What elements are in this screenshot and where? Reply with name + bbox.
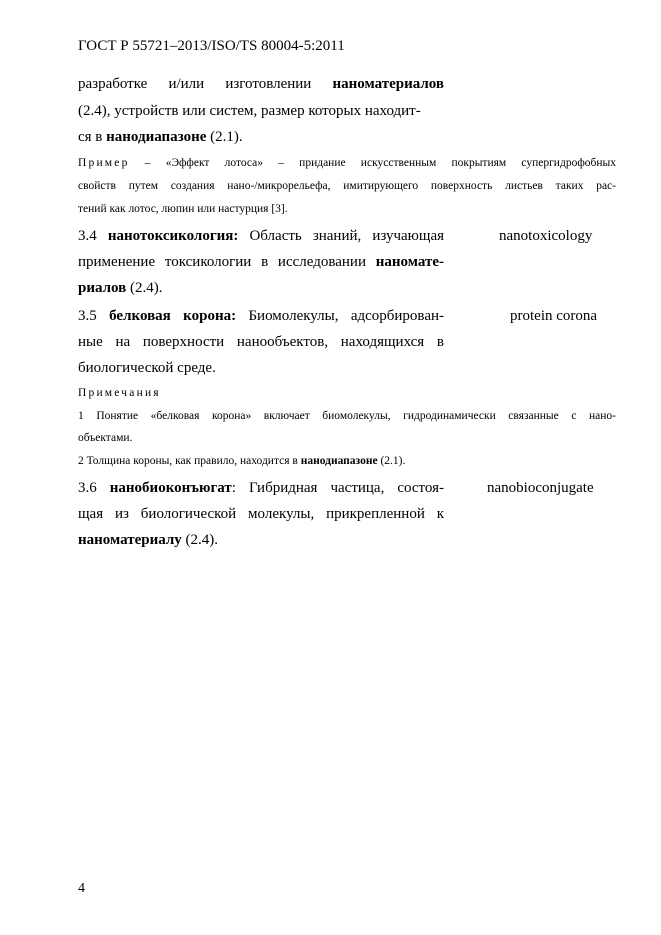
term-3-4-line-3 <box>78 280 163 297</box>
term-3-4-number: 3.4 <box>78 228 108 244</box>
cont-line-3 <box>78 129 243 146</box>
note-2-pre: 2 Толщина короны, как правило, находится в <box>78 455 301 467</box>
term-3-6-line-1 <box>78 480 444 497</box>
note-2-term: нанодиапазоне <box>300 455 378 467</box>
term-3-5-line-2: ные на поверхности нанообъектов, находящихся в <box>78 334 444 350</box>
term-3-4-ref-end: риалов <box>78 280 127 296</box>
cont-term-nanorange: нанодиапазоне <box>106 129 207 145</box>
term-3-6-line-1-text: : Гибридная частица, состоя- <box>231 480 445 496</box>
term-3-4-line-2 <box>78 254 444 271</box>
note-1-line-1: 1 Понятие «белковая корона» включает биомолекулы, гидродинамически связанные с нано- <box>78 410 616 422</box>
term-3-5-line-3: биологической среде. <box>78 360 216 376</box>
term-3-5-english: protein corona <box>510 308 598 324</box>
cont-term-nanomaterials: наноматериалов <box>332 76 444 92</box>
term-3-6-line-3 <box>78 532 218 549</box>
example-label: Пример <box>78 157 130 169</box>
notes-label: Примечания <box>78 387 161 399</box>
term-3-4-title: нанотоксикология: <box>107 228 239 244</box>
example-line-2: свойств путем создания нано-/микрорельефа, имитирующего поверхность листьев таких рас- <box>78 180 616 192</box>
example-line-1-text: – «Эффект лотоса» – придание искусственным покрытиям супергидрофобных <box>129 157 616 169</box>
cont-line-2: (2.4), устройств или систем, размер которых находит- <box>78 103 421 119</box>
term-3-5-line-1 <box>78 308 444 325</box>
note-2 <box>78 455 405 467</box>
cont-line-1-text: разработке и/или изготовлении <box>78 76 333 92</box>
term-3-6-number: 3.6 <box>78 480 110 496</box>
example-line-3: тений как лотос, люпин или настурция [3]. <box>78 203 288 215</box>
term-3-4-line-1 <box>78 228 444 245</box>
note-1-line-2: объектами. <box>78 432 133 444</box>
term-3-5-title: белковая корона: <box>109 308 237 324</box>
term-3-6-line-3-text: (2.4). <box>181 532 219 548</box>
term-3-4-line-2-text: применение токсикологии в исследовании <box>78 254 376 270</box>
cont-line-3-post: (2.1). <box>206 129 243 145</box>
example-line-1 <box>78 157 616 169</box>
term-3-6-english: nanobioconjugate <box>487 480 594 496</box>
term-3-4-line-3-text: (2.4). <box>126 280 163 296</box>
cont-line-1 <box>78 76 444 93</box>
cont-line-3-pre: ся в <box>78 129 107 145</box>
note-2-post: (2.1). <box>377 455 406 467</box>
term-3-4-ref: наномате- <box>375 254 444 270</box>
term-3-5-number: 3.5 <box>78 308 110 324</box>
document-header: ГОСТ Р 55721–2013/ISO/TS 80004-5:2011 <box>78 38 345 54</box>
term-3-4-english: nanotoxicology <box>499 228 593 244</box>
term-3-6-ref: наноматериалу <box>78 532 182 548</box>
page-number: 4 <box>78 881 85 896</box>
term-3-6-line-2: щая из биологической молекулы, прикрепленной к <box>78 506 444 522</box>
term-3-6-title: нанобиоконъюгат <box>109 480 232 496</box>
term-3-4-line-1-text: Область знаний, изучающая <box>238 228 444 244</box>
term-3-5-line-1-text: Биомолекулы, адсорбирован- <box>236 308 444 324</box>
